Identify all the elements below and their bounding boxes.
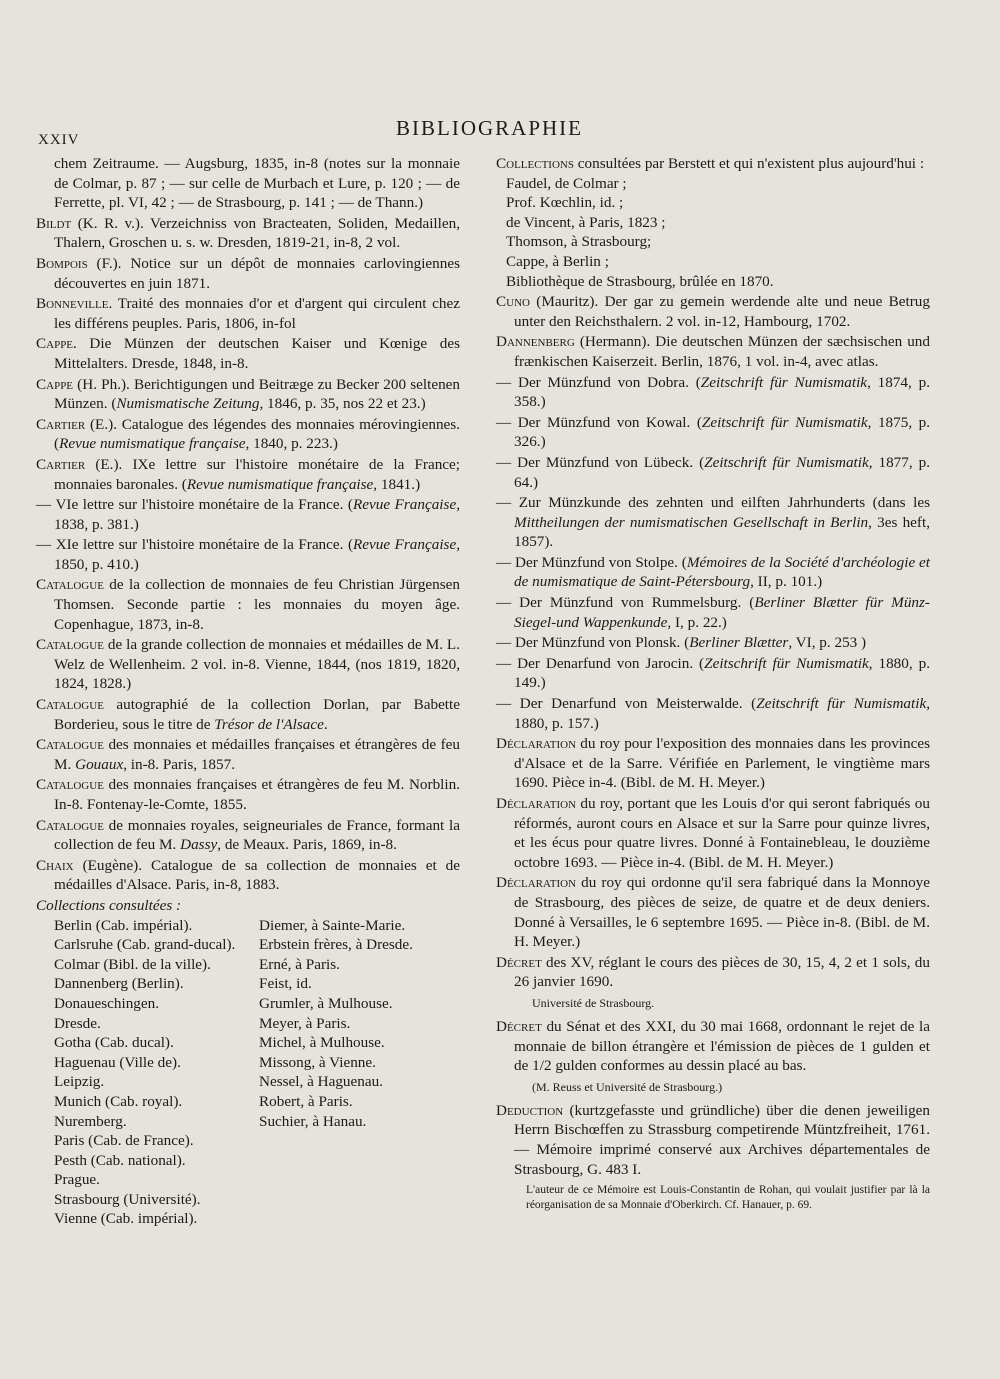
collections-list bbox=[54, 916, 460, 1230]
entry-text: du roy qui ordonne qu'il sera fabriqué dans la Monnoye de Strasbourg, des pièces de seize, de quatre et de deux deniers. Donné à Versailles, le 6 septembre 1695. — Pièce in-8. (Bibl. de M. H. Meyer.) bbox=[514, 874, 930, 951]
entry-text: — Der Denarfund von Meisterwalde. ( bbox=[496, 695, 757, 713]
entry-journal: Berliner Blætter für Münz-Siegel-und Wappenkunde bbox=[514, 594, 930, 631]
bibliography-entry bbox=[496, 654, 930, 693]
entry-text: du Sénat et des XXI, du 30 mai 1668, ordonnant le rejet de la monnaie de billon étrangère et l'émission de pièces de 1 gulden et de 1/2 gulden conformes au dessin placé au bas. bbox=[514, 1017, 930, 1075]
bibliography-entry bbox=[496, 154, 930, 291]
bibliography-entry bbox=[36, 856, 460, 895]
entry-text: — Zur Münzkunde des zehnten und eilften Jahrhunderts (dans les bbox=[496, 494, 930, 512]
bibliography-entry bbox=[36, 816, 460, 855]
entry-text: , 1877, p. 64.) bbox=[514, 453, 930, 491]
collection-item: Dresde. bbox=[54, 1014, 101, 1032]
entry-text: (kurtzgefasste und gründliche) über die denen jeweiligen Herrn Bischœffen zu Strassburg competirende Müntzfreiheit, 1761. — Mémoire imprimé conservé aux Archives départementales de Strasbourg, G. 483 I. bbox=[514, 1101, 930, 1178]
entry-text: , 1880, p. 157.) bbox=[514, 695, 930, 732]
entry-name-italic: Dassy bbox=[180, 836, 218, 854]
entry-author: Cappe bbox=[36, 335, 74, 353]
collection-item: Dannenberg (Berlin). bbox=[54, 975, 184, 993]
entry-author: Déclaration bbox=[496, 874, 577, 892]
holding-location: (M. Reuss et Université de Strasbourg.) bbox=[532, 1079, 723, 1094]
entry-text: , de Meaux. Paris, 1869, in-8. bbox=[217, 836, 397, 854]
entry-author: Catalogue bbox=[36, 816, 104, 834]
collection-item: Prague. bbox=[54, 1171, 100, 1189]
entry-text: . bbox=[323, 715, 328, 733]
collection-item: Nuremberg. bbox=[54, 1112, 127, 1130]
entry-author: Catalogue bbox=[36, 696, 104, 714]
entry-author: Catalogue bbox=[36, 736, 104, 754]
collection-item: Meyer, à Paris. bbox=[259, 1014, 351, 1032]
bibliography-entry bbox=[36, 635, 460, 694]
entry-text: — Der Denarfund von Jarocin. ( bbox=[496, 654, 705, 672]
collection-item: Donaueschingen. bbox=[54, 994, 160, 1012]
entry-author: Dannenberg bbox=[496, 333, 575, 351]
entry-author: Cuno bbox=[496, 293, 530, 311]
entry-author: Bompois bbox=[36, 254, 88, 272]
entry-author: Cappe bbox=[36, 375, 74, 393]
bibliography-entry bbox=[36, 415, 460, 454]
collection-item: Paris (Cab. de France). bbox=[54, 1132, 194, 1150]
entry-text: — XIe lettre sur l'histoire monétaire de la France. ( bbox=[36, 536, 353, 554]
bibliography-entry bbox=[36, 254, 460, 293]
former-collection-item: Bibliothèque de Strasbourg, brûlée en 1870. bbox=[506, 272, 774, 290]
entry-author: Bildt bbox=[36, 214, 72, 232]
entry-text: , I, p. 22.) bbox=[667, 613, 727, 631]
entry-text: , 1850, p. 410.) bbox=[54, 536, 460, 573]
collection-item: Nessel, à Haguenau. bbox=[259, 1073, 383, 1091]
entry-author: Catalogue bbox=[36, 776, 104, 794]
entry-text: , II, p. 101.) bbox=[750, 573, 823, 591]
entry-text: — Der Münzfund von Plonsk. ( bbox=[496, 634, 690, 652]
entry-text: (H. Ph.). Berichtigungen und Beitræge zu Becker 200 seltenen Münzen. ( bbox=[54, 375, 460, 413]
bibliography-entry bbox=[496, 794, 930, 872]
entry-text: de la grande collection de monnaies et médailles de M. L. Welz de Wellenheim. 2 vol. in-8. Vienne, 1844, (nos 1819, 1820, 1824, 1828.) bbox=[54, 636, 460, 693]
bibliography-entry bbox=[36, 214, 460, 253]
entry-text: de la collection de monnaies de feu Christian Jürgensen Thomsen. Seconde partie : les monnaies du moyen âge. Copenhague, 1873, in-8. bbox=[54, 576, 460, 633]
entry-journal: Revue numismatique française bbox=[186, 475, 374, 493]
entry-text: , 1840, p. 223.) bbox=[245, 435, 338, 453]
former-collection-item: Prof. Kœchlin, id. ; bbox=[506, 194, 624, 212]
entry-title-italic: Trésor de l'Alsace bbox=[214, 715, 324, 733]
bibliography-entry bbox=[496, 1101, 930, 1179]
running-title: BIBLIOGRAPHIE bbox=[396, 116, 583, 140]
entry-text: (K. R. v.). Verzeichniss von Bracteaten, Soliden, Medaillen, Thalern, Groschen u. s. w. Dresden, 1819-21, in-8, 2 vol. bbox=[54, 214, 460, 252]
bibliography-entry bbox=[496, 332, 930, 371]
entry-text: . Traité des monnaies d'or et d'argent qui circulent chez les différens peuples. Paris, 1806, in-fol bbox=[54, 295, 460, 332]
entry-text: — Der Münzfund von Rummelsburg. ( bbox=[496, 594, 755, 612]
entry-journal: Revue numismatique française bbox=[59, 435, 246, 453]
entry-journal: Berliner Blætter bbox=[689, 634, 789, 652]
bibliography-entry bbox=[36, 775, 460, 814]
bibliography-entry bbox=[36, 575, 460, 634]
entry-text: du roy pour l'exposition des monnaies dans les provinces d'Alsace et de la Sarre. Vérifiée en Parlement, le vingtième mars 1690. Pièce in-4. (Bibl. de M. H. Meyer.) bbox=[514, 735, 930, 792]
bibliography-entry bbox=[36, 735, 460, 774]
entry-text: , 1880, p. 149.) bbox=[514, 654, 931, 692]
entry-author: Cartier bbox=[36, 455, 86, 473]
entry-journal: Zeitschrift für Numismatik bbox=[704, 654, 869, 672]
collection-item: Erné, à Paris. bbox=[259, 955, 340, 973]
entry-name-italic: Gouaux bbox=[75, 755, 124, 773]
collection-item: Grumler, à Mulhouse. bbox=[259, 994, 393, 1012]
entry-author: Bonneville bbox=[36, 295, 109, 313]
entry-text: des monnaies et médailles françaises et étrangères de feu M. bbox=[54, 736, 460, 773]
entry-text: (E.). Catalogue des légendes des monnaies mérovingiennes. ( bbox=[54, 415, 460, 453]
entry-text: , 1841.) bbox=[373, 475, 421, 493]
entry-text: du roy, portant que les Louis d'or qui seront fabriqués ou réformés, auront cours en Alsace et sur la Sarre pour quinze livres, et les écus pour quatre livres. Donné à Fontainebleau, le douzième octobre 1693. — Pièce in-4. (Bibl. de M. H. Meyer.) bbox=[514, 795, 930, 871]
entry-text: (Hermann). Die deutschen Münzen der sæchsischen und frænkischen Kaiserzeit. Berlin, 1876, 1 vol. in-4, avec atlas. bbox=[514, 333, 930, 370]
bibliography-entry bbox=[36, 535, 460, 574]
collection-item: Suchier, à Hanau. bbox=[259, 1112, 367, 1130]
collections-private bbox=[259, 916, 459, 1230]
collection-item: Leipzig. bbox=[54, 1073, 105, 1091]
bibliography-entry bbox=[36, 495, 460, 534]
entry-text: — Der Münzfund von Kowal. ( bbox=[496, 413, 702, 431]
bibliography-entry bbox=[36, 695, 460, 734]
collections-heading: Collections consultées : bbox=[36, 896, 182, 914]
entry-author: Déclaration bbox=[496, 735, 577, 753]
bibliography-entry bbox=[496, 373, 930, 412]
collection-item: Pesth (Cab. national). bbox=[54, 1151, 186, 1169]
entry-text: , in-8. Paris, 1857. bbox=[123, 755, 235, 773]
bibliography-entry bbox=[36, 455, 460, 494]
collection-item: Munich (Cab. royal). bbox=[54, 1092, 183, 1110]
page-number: XXIV bbox=[38, 132, 80, 148]
bibliography-entry bbox=[36, 334, 460, 373]
collection-item: Gotha (Cab. ducal). bbox=[54, 1034, 174, 1052]
entry-text: consultées par Berstett et qui n'existent plus aujourd'hui : bbox=[573, 155, 925, 172]
entry-text: (E.). IXe lettre sur l'histoire monétaire de la France; monnaies baronales. ( bbox=[54, 455, 460, 493]
collection-item: Feist, id. bbox=[259, 975, 312, 993]
entry-journal: Revue Française bbox=[353, 536, 457, 554]
entry-text: — VIe lettre sur l'histoire monétaire de la France. ( bbox=[36, 496, 353, 514]
entry-text: — Der Münzfund von Dobra. ( bbox=[496, 373, 701, 391]
entry-journal: Mémoires de la Société d'archéologie et de numismatique de Saint-Pétersbourg bbox=[514, 553, 930, 591]
entry-text: , VI, p. 253 ) bbox=[788, 634, 867, 652]
entry-journal: Mittheilungen der numismatischen Gesellschaft in Berlin bbox=[514, 513, 869, 531]
collection-item: Vienne (Cab. impérial). bbox=[54, 1210, 198, 1228]
entry-author: Deduction bbox=[496, 1101, 564, 1119]
entry-text: , 1875, p. 326.) bbox=[514, 413, 931, 451]
left-column bbox=[36, 154, 460, 1229]
bibliography-entry bbox=[496, 453, 930, 492]
entry-text: . Die Münzen der deutschen Kaiser und Kœnige des Mittelalters. Dresde, 1848, in-8. bbox=[54, 335, 460, 372]
entry-author: Décret bbox=[496, 953, 542, 971]
collection-item: Missong, à Vienne. bbox=[259, 1053, 376, 1071]
entry-text: , 1874, p. 358.) bbox=[514, 373, 930, 411]
bibliography-entry bbox=[36, 375, 460, 414]
entry-author: Chaix bbox=[36, 856, 74, 874]
collections-public bbox=[54, 916, 259, 1230]
entry-text: , 1846, p. 35, nos 22 et 23.) bbox=[259, 395, 426, 413]
entry-text: , 1838, p. 381.) bbox=[54, 496, 460, 533]
bibliography-entry: chem Zeitraume. — Augsburg, 1835, in-8 (notes sur la monnaie de Colmar, p. 87 ; — sur celle de Murbach et Lure, p. 120 ; — de Ferrette, pl. VI, 42 ; — de Strasbourg, p. 141 ; — de Thann.) bbox=[54, 155, 460, 212]
entry-text: — Der Münzfund von Stolpe. ( bbox=[496, 553, 687, 571]
bibliography-entry bbox=[496, 493, 930, 552]
former-collection-item: Faudel, de Colmar ; bbox=[506, 174, 627, 192]
bibliography-entry bbox=[496, 413, 930, 452]
right-column bbox=[496, 154, 930, 1213]
bibliography-entry bbox=[496, 694, 930, 733]
entry-journal: Zeitschrift für Numismatik bbox=[704, 453, 869, 471]
entry-author: Collections bbox=[496, 155, 574, 172]
collection-item: Colmar (Bibl. de la ville). bbox=[54, 955, 211, 973]
entry-author: Cartier bbox=[36, 415, 86, 433]
holding-location: Université de Strasbourg. bbox=[532, 995, 655, 1010]
collection-item: Erbstein frères, à Dresde. bbox=[259, 936, 413, 954]
entry-text: , 3es heft, 1857). bbox=[514, 513, 930, 551]
entry-journal: Numismatische Zeitung bbox=[116, 395, 260, 413]
bibliography-entry bbox=[36, 294, 460, 333]
bibliography-entry bbox=[496, 873, 930, 951]
entry-text: autographié de la collection Dorlan, par Babette Borderieu, sous le titre de bbox=[54, 696, 460, 733]
collection-item: Diemer, à Sainte-Marie. bbox=[259, 916, 406, 934]
entry-text: (Mauritz). Der gar zu gemein werdende alte und neue Betrug unter den Reichsthalern. 2 vol. in-12, Hambourg, 1702. bbox=[514, 293, 930, 330]
bibliography-entry bbox=[496, 292, 930, 331]
entry-text: des XV, réglant le cours des pièces de 30, 15, 4, 2 et 1 sols, du 26 janvier 1690. bbox=[514, 953, 930, 991]
bibliography-entry bbox=[496, 1017, 930, 1076]
former-collection-item: Thomson, à Strasbourg; bbox=[506, 233, 652, 251]
entry-author: Déclaration bbox=[496, 795, 577, 812]
entry-text: des monnaies françaises et étrangères de feu M. Norblin. In-8. Fontenay-le-Comte, 1855. bbox=[54, 776, 460, 813]
entry-author: Catalogue bbox=[36, 576, 104, 594]
collection-item: Michel, à Mulhouse. bbox=[259, 1034, 385, 1052]
collection-item: Carlsruhe (Cab. grand-ducal). bbox=[54, 936, 236, 954]
bibliography-entry bbox=[496, 553, 930, 592]
entry-text: (F.). Notice sur un dépôt de monnaies carlovingiennes découvertes en juin 1871. bbox=[54, 254, 460, 292]
entry-journal: Zeitschrift für Numismatik bbox=[700, 373, 868, 391]
entry-text: (Eugène). Catalogue de sa collection de monnaies et de médailles d'Alsace. Paris, in-8, 1883. bbox=[54, 856, 460, 894]
footnote: L'auteur de ce Mémoire est Louis-Constantin de Rohan, qui voulait justifier par là la réorganisation de sa Monnaie d'Oberkirch. Cf. Hanauer, p. 69. bbox=[526, 1184, 930, 1212]
collection-item: Haguenau (Ville de). bbox=[54, 1053, 181, 1071]
entry-text: — Der Münzfund von Lübeck. ( bbox=[496, 453, 705, 471]
collection-item: Strasbourg (Université). bbox=[54, 1190, 201, 1208]
collection-item: Berlin (Cab. impérial). bbox=[54, 916, 193, 934]
entry-text: de monnaies royales, seigneuriales de France, formant la collection de feu M. bbox=[54, 816, 460, 854]
former-collection-item: Cappe, à Berlin ; bbox=[506, 252, 609, 270]
collection-item: Robert, à Paris. bbox=[259, 1092, 353, 1110]
entry-author: Décret bbox=[496, 1017, 542, 1035]
entry-journal: Zeitschrift für Numismatik bbox=[756, 695, 927, 713]
entry-journal: Revue Française bbox=[352, 496, 457, 514]
bibliography-entry bbox=[496, 633, 930, 653]
entry-journal: Zeitschrift für Numismatik bbox=[701, 413, 868, 431]
bibliography-entry bbox=[496, 593, 930, 632]
bibliography-entry bbox=[496, 953, 930, 992]
bibliography-entry bbox=[496, 734, 930, 793]
former-collection-item: de Vincent, à Paris, 1823 ; bbox=[506, 213, 666, 231]
entry-author: Catalogue bbox=[36, 636, 104, 654]
